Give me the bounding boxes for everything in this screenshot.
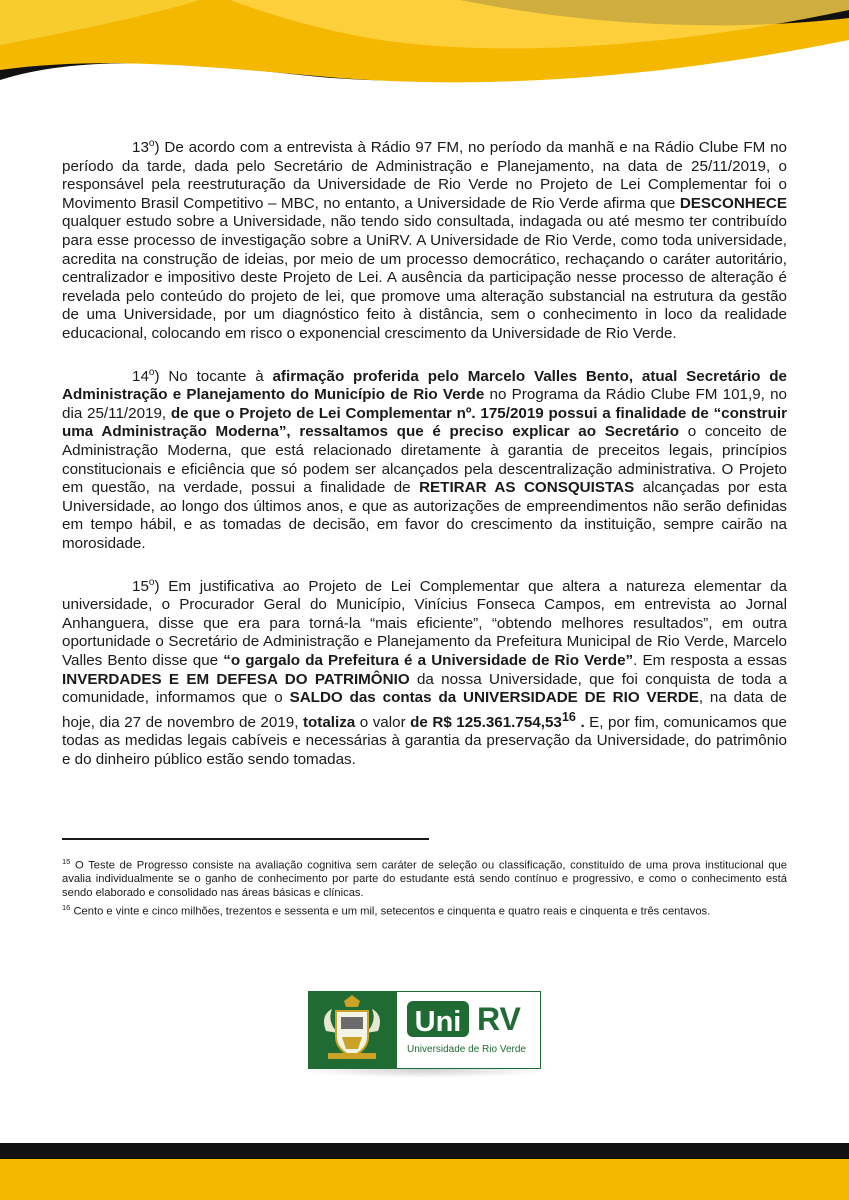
body-text: ) No tocante à — [154, 367, 273, 385]
body-text: alcançadas por esta Universidade, ao longo dos últimos anos, e que as autorizações de empreendimentos não serão definidas em tempo hábil, e as tomadas de decisão, em favor do crescimento da instituição, sempre cairão na morosidade. — [62, 479, 787, 552]
emphasis-text: DESCONHECE — [679, 194, 787, 212]
paragraph-14 — [62, 364, 787, 554]
emphasis-text: totaliza — [302, 713, 356, 731]
ordinal-indicator: o — [148, 138, 155, 149]
coat-of-arms-icon — [308, 991, 396, 1069]
body-text: . Em resposta a essas — [633, 652, 787, 670]
logo-rv-text: RV — [477, 1001, 521, 1037]
footnote-15 — [62, 855, 787, 901]
body-text: , na data de hoje, dia 27 de novembro de 2019, — [62, 689, 787, 731]
footer-decorative-band — [0, 1143, 849, 1200]
body-text: o conceito de Administração Moderna, que está relacionado diretamente à garantia de preceitos legais, princípios constitucionais e eficiência que só podem ser alcançados pela descentralização administrativa. O Projeto em questão, na verdade, possui a finalidade de — [62, 423, 787, 497]
footnote-text: Cento e vinte e cinco milhões, trezentos e sessenta e um mil, setecentos e cinquenta e quatro reais e cinquenta e três centavos. — [73, 905, 711, 918]
body-text: ) Em justificativa ao Projeto de Lei Complementar que altera a natureza elementar da universidade, o Procurador Geral do Município, Vinícius Fonseca Campos, em entrevista ao Jornal Anhanguera, disse que era para torná-la “mais eficiente”, “obtendo melhores resultados”, em outra oportunidade o Secretário de Administração e Planejamento da Prefeitura Municipal de Rio Verde, Marcelo Valles Bento disse que — [62, 577, 787, 670]
body-text: da nossa Universidade, que foi conquista de toda a comunidade, informamos que o — [62, 670, 787, 707]
footnote-number: 15 — [62, 857, 71, 866]
emphasis-text: afirmação proferida pelo Marcelo Valles Bento, atual Secretário de Administração e Planejamento do Município de Rio Verde — [62, 367, 787, 404]
logo-wordmark — [396, 991, 541, 1069]
emphasis-text: “o gargalo da Prefeitura é a Universidade de Rio Verde” — [223, 652, 634, 670]
emphasis-text: . — [575, 713, 585, 731]
document-body — [62, 135, 787, 790]
body-text: E, por fim, comunicamos que todas as medidas legais cabíveis e necessárias à garantia da preservação da Universidade, do patrimônio e do dinheiro público estão sendo tomadas. — [62, 713, 787, 769]
footnote-number: 16 — [62, 902, 71, 912]
paragraph-number: 15$^o$ — [132, 576, 155, 595]
emphasis-text: 16 — [561, 709, 576, 724]
body-text: o valor — [355, 713, 411, 731]
body-text: no Programa da Rádio Clube FM 101,9, no dia 25/11/2019, — [62, 386, 787, 422]
footnote-16 — [62, 901, 787, 919]
paragraph-15 — [62, 574, 787, 770]
coat-of-arms-panel — [308, 991, 396, 1069]
body-text: qualquer estudo sobre a Universidade, não tendo sido consultada, indagada ou até mesmo ter contribuído para esse processo de investigação sobre a UniRV. A Universidade de Rio Verde, como toda universidade, acredita na construção de ideias, por meio de um processo democrático, rechaçando o caráter autoritário, centralizador e impositivo deste Projeto de Lei. A ausência da participação nesse processo de alteração é revelada pelo conteúdo do projeto de lei, que promove uma alteração substancial na estrutura da gestão de uma Universidade, por um diagnóstico feito à distância, sem o conhecimento in loco da realidade educacional, colocando em risco o exponencial crescimento da Universidade de Rio Verde. — [62, 213, 787, 342]
ordinal-indicator: o — [148, 576, 155, 588]
ordinal-indicator: o — [148, 366, 155, 378]
paragraph-number: 13$^o$ — [132, 138, 155, 157]
emphasis-text: RETIRAR AS CONSQUISTAS — [419, 479, 635, 497]
logo-uni-text: Uni — [407, 1001, 469, 1037]
header-decorative-band — [0, 0, 849, 110]
logo-subtitle: Universidade de Rio Verde — [407, 1044, 526, 1055]
body-text: ) De acordo com a entrevista à Rádio 97 FM, no período da manhã e na Rádio Clube FM no período da tarde, dada pelo Secretário de Administração e Planejamento, na data de 25/11/2019, o responsável pela reestruturação da Universidade de Rio Verde no Projeto de Lei Complementar foi o Movimento Brasil Competitivo – MBC, no entanto, a Universidade de Rio Verde afirma que — [62, 139, 787, 212]
footnotes — [62, 855, 787, 919]
paragraph-13 — [62, 135, 787, 344]
emphasis-text: INVERDADES E EM DEFESA DO PATRIMÔNIO — [62, 670, 410, 688]
emphasis-text: de R$ 125.361.754,53 — [410, 713, 562, 731]
emphasis-text: SALDO das contas da UNIVERSIDADE DE RIO VERDE — [289, 689, 699, 707]
footnote-separator — [62, 838, 429, 840]
paragraph-number: 14$^o$ — [132, 366, 155, 385]
emphasis-text: de que o Projeto de Lei Complementar nº. 175/2019 possui a finalidade de “construir uma Administração Moderna”, ressaltamos que é preciso explicar ao Secretário — [62, 404, 787, 441]
unirv-logo — [308, 991, 541, 1069]
footnote-text: O Teste de Progresso consiste na avaliação cognitiva sem caráter de seleção ou classificação, constituído de uma prova institucional que avalia individualmente se o ganho de conhecimento por parte do estudante está sendo contínuo e progressivo, e como o conhecimento está sendo elaborado e consolidado nas áreas básicas e clínicas. — [62, 859, 787, 899]
